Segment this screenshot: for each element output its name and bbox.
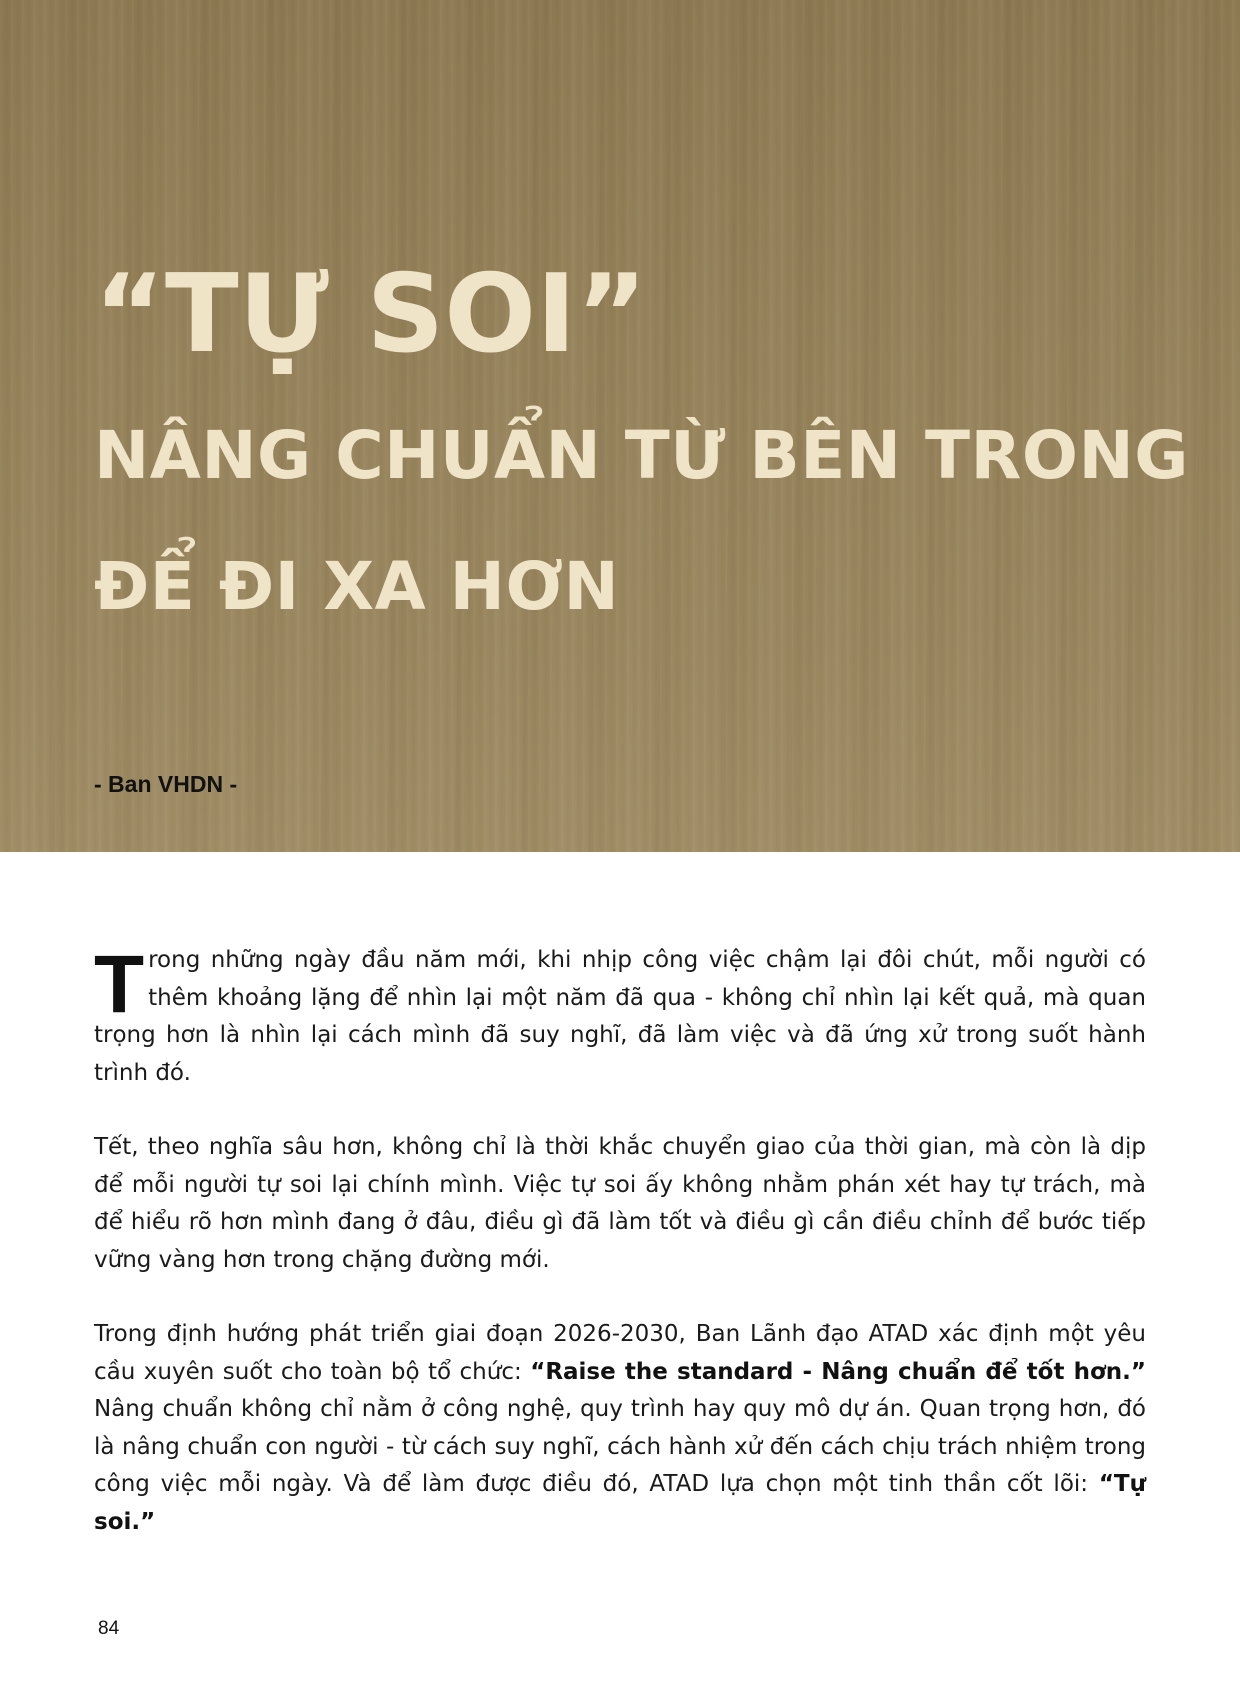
- paragraph-3-text-a: Trong định hướng phát triển giai đoạn 2026-2030, Ban Lãnh đạo ATAD xác định một yêu cầu xuyên suốt cho toàn bộ tổ chức:: [94, 1321, 1146, 1385]
- title-quote: “TỰ SOI”: [94, 252, 648, 377]
- slogan-tu-soi: “Tự soi.”: [94, 1471, 1146, 1535]
- drop-cap: T: [94, 939, 145, 1030]
- article-body: [94, 939, 1147, 1578]
- byline: - Ban VHDN -: [94, 771, 238, 797]
- paragraph-1-text: rong những ngày đầu năm mới, khi nhịp công việc chậm lại đôi chút, mỗi người có thêm khoảng lặng để nhìn lại một năm đã qua - không chỉ nhìn lại kết quả, mà quan trọng hơn là nhìn lại cách mình đã suy nghĩ, đã làm việc và đã ứng xử trong suốt hành trình đó.: [94, 947, 1146, 1086]
- paragraph-3: [94, 1316, 1146, 1541]
- slogan-raise-the-standard: “Raise the standard - Nâng chuẩn để tốt hơn.”: [530, 1358, 1147, 1385]
- paragraph-2: Tết, theo nghĩa sâu hơn, không chỉ là thời khắc chuyển giao của thời gian, mà còn là dịp để mỗi người tự soi lại chính mình. Việc tự soi ấy không nhằm phán xét hay tự trách, mà để hiểu rõ hơn mình đang ở đâu, điều gì đã làm tốt và điều gì cần điều chỉnh để bước tiếp vững vàng hơn trong chặng đường mới.: [94, 1134, 1146, 1273]
- page-number: 84: [98, 1618, 120, 1639]
- paragraph-1: [94, 939, 1146, 1092]
- title-line-3: ĐỂ ĐI XA HƠN: [94, 548, 620, 625]
- paragraph-3-text-b: Nâng chuẩn không chỉ nằm ở công nghệ, quy trình hay quy mô dự án. Quan trọng hơn, đó là nâng chuẩn con người - từ cách suy nghĩ, cách hành xử đến cách chịu trách nhiệm trong công việc mỗi ngày. Và để làm được điều đó, ATAD lựa chọn một tinh thần cốt lõi:: [94, 1396, 1146, 1497]
- title-line-2: NÂNG CHUẨN TỪ BÊN TRONG: [94, 417, 1189, 494]
